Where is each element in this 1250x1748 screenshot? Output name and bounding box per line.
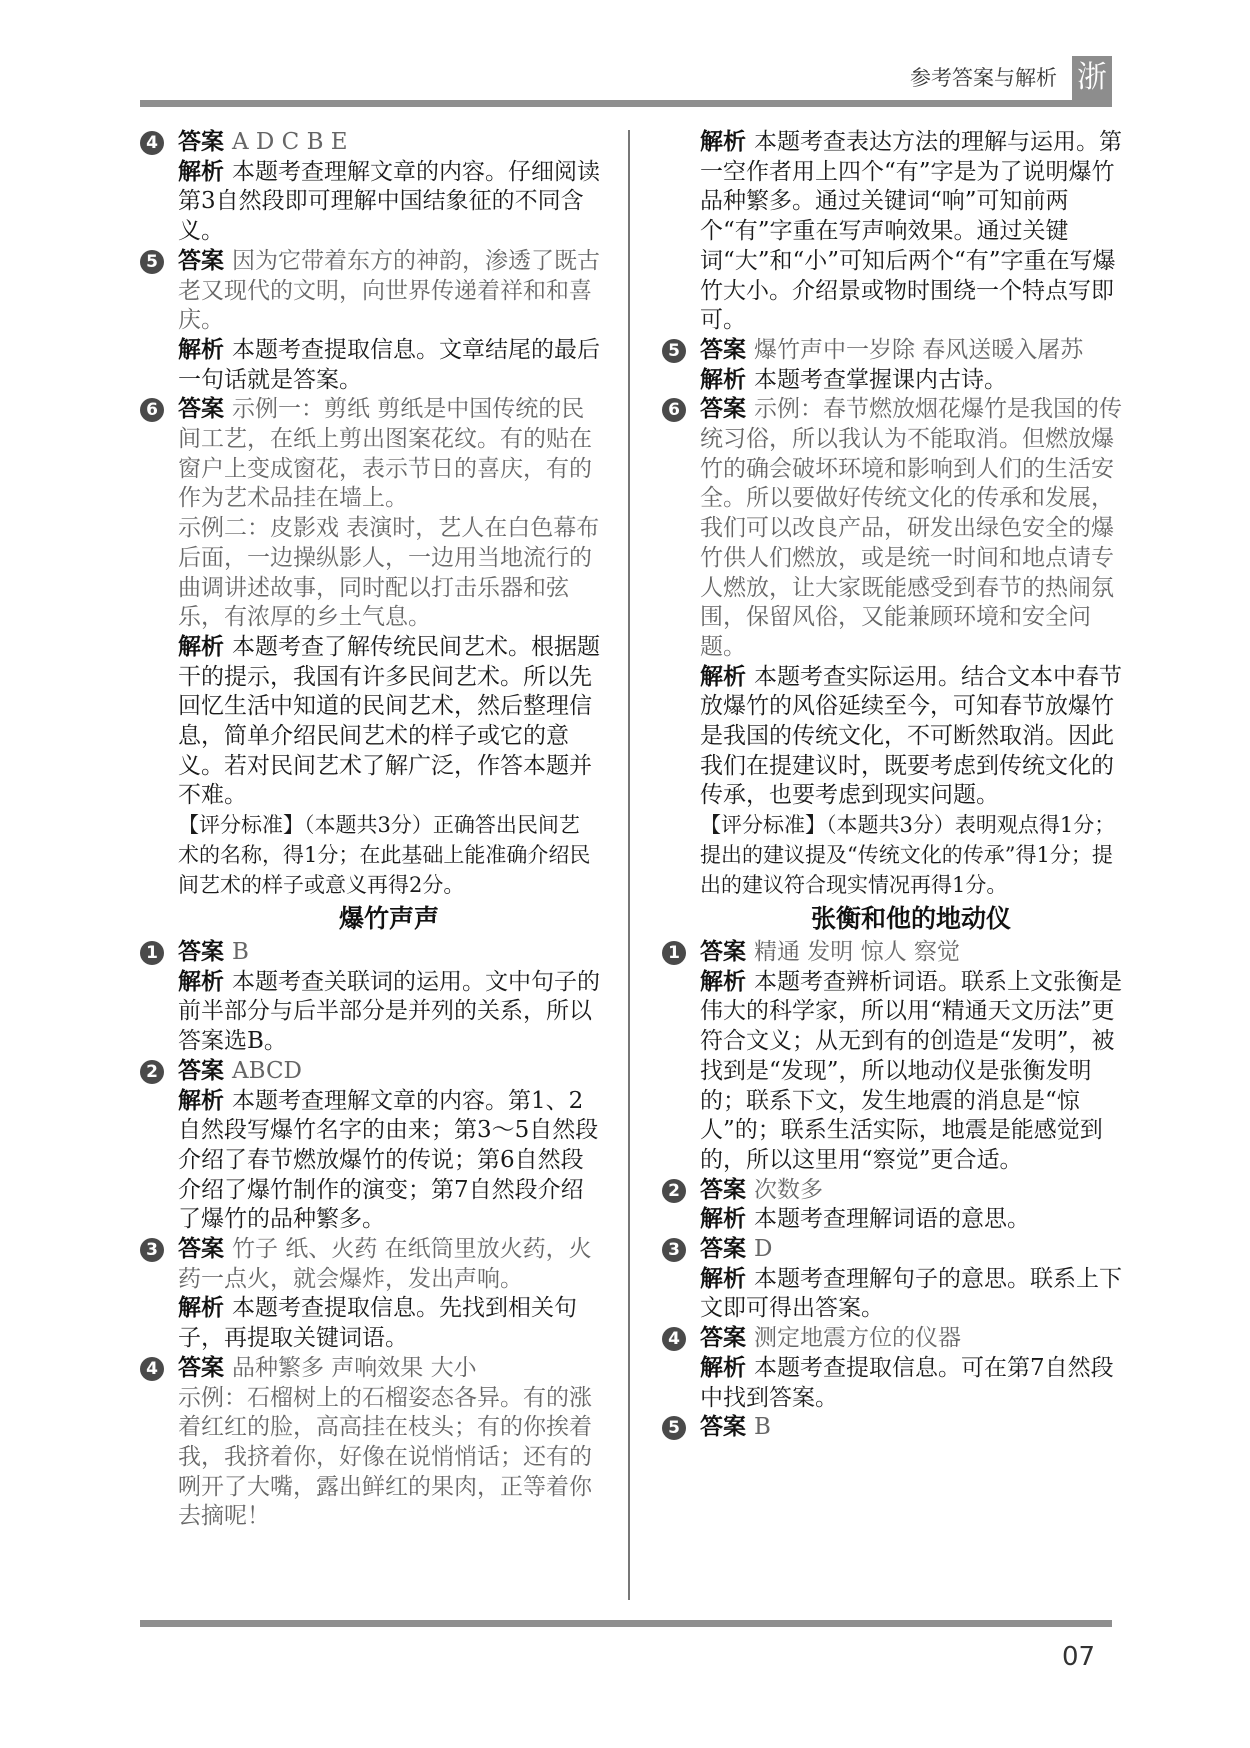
answer-label: 答案	[700, 396, 746, 423]
answer-label: 答案	[178, 396, 224, 423]
answer-item-continued	[662, 128, 1122, 336]
answer-item	[662, 1176, 1122, 1235]
explanation-text: 本题考查了解传统民间艺术。根据题干的提示，我国有许多民间艺术。所以先回忆生活中知道的民间艺术，然后整理信息，简单介绍民间艺术的样子或它的意义。若对民间艺术了解广泛，作答本题并不难。	[178, 633, 600, 809]
answer-item	[140, 395, 600, 900]
explanation-text: 本题考查掌握课内古诗。	[754, 366, 1007, 393]
explanation-text: 本题考查实际运用。结合文本中春节放爆竹的风俗延续至今，可知春节放爆竹是我国的传统文化，不可断然取消。因此我们在提建议时，既要考虑到传统文化的传承，也要考虑到现实问题。	[700, 663, 1122, 809]
question-number: 4	[140, 1357, 164, 1381]
answer-item	[662, 1413, 1122, 1443]
answer-item	[662, 938, 1122, 1176]
left-column	[140, 128, 600, 1532]
question-number: 6	[140, 398, 164, 422]
answer-label: 答案	[700, 1176, 746, 1203]
header-title: 参考答案与解析	[910, 66, 1057, 90]
answer-label: 答案	[700, 1236, 746, 1263]
explanation-text: 本题考查关联词的运用。文中句子的前半部分与后半部分是并列的关系，所以答案选B。	[178, 968, 600, 1055]
answer-label: 答案	[178, 938, 224, 965]
explanation-text: 本题考查表达方法的理解与运用。第一空作者用上四个“有”字是为了说明爆竹品种繁多。通过关键词“响”可知前两个“有”字重在写声响效果。通过关键词“大”和“小”可知后两个“有”字重在写爆竹大小。介绍景或物时围绕一个特点写即可。	[700, 129, 1122, 334]
question-number: 3	[140, 1238, 164, 1262]
question-number: 3	[662, 1238, 686, 1262]
answer-label: 答案	[700, 1325, 746, 1352]
page-number: 07	[1062, 1642, 1096, 1672]
answer-label: 答案	[700, 938, 746, 965]
answer-item	[662, 336, 1122, 395]
answer-item	[662, 395, 1122, 900]
answer-item	[140, 1235, 600, 1354]
section-title: 张衡和他的地动仪	[810, 904, 1011, 934]
question-number: 1	[140, 941, 164, 965]
column-divider	[628, 130, 630, 1600]
question-number: 5	[662, 1416, 686, 1440]
explanation-text: 本题考查理解句子的意思。联系上下文即可得出答案。	[700, 1265, 1122, 1322]
explanation-text: 本题考查理解文章的内容。第1、2自然段写爆竹名字的由来；第3～5自然段介绍了春节燃放爆竹的传说；第6自然段介绍了爆竹制作的演变；第7自然段介绍了爆竹的品种繁多。	[178, 1087, 599, 1233]
scoring-standard: 【评分标准】（本题共3分）表明观点得1分；提出的建议提及“传统文化的传承”得1分；提出的建议符合现实情况再得1分。	[700, 813, 1116, 897]
explanation-label: 解析	[178, 158, 224, 185]
right-column	[662, 128, 1122, 1443]
scoring-standard: 【评分标准】（本题共3分）正确答出民间艺术的名称，得1分；在此基础上能准确介绍民间艺术的样子或意义再得2分。	[178, 813, 591, 897]
explanation-label: 解析	[700, 1354, 746, 1381]
explanation-label: 解析	[700, 1265, 746, 1292]
explanation-text: 本题考查提取信息。先找到相关句子，再提取关键词语。	[178, 1295, 577, 1352]
explanation-label: 解析	[178, 336, 224, 363]
explanation-label: 解析	[700, 129, 746, 155]
answer-item	[140, 128, 600, 247]
answer-text: 测定地震方位的仪器	[754, 1325, 961, 1352]
answer-text: 竹子 纸、火药 在纸筒里放火药，火药一点火，就会爆炸，发出声响。	[178, 1236, 592, 1292]
answer-label: 答案	[178, 1354, 224, 1381]
explanation-label: 解析	[178, 968, 224, 995]
question-number: 6	[662, 398, 686, 422]
answer-text: 爆竹声中一岁除 春风送暖入屠苏	[754, 336, 1084, 363]
answer-text: 品种繁多 声响效果 大小	[232, 1354, 477, 1381]
explanation-text: 本题考查辨析词语。联系上文张衡是伟大的科学家，所以用“精通天文历法”更符合文义；从无到有的创造是“发明”，被找到是“发现”，所以地动仪是张衡发明的；联系下文，发生地震的消息是“惊人”的；联系生活实际，地震是能感觉到的，所以这里用“察觉”更合适。	[700, 968, 1122, 1173]
answer-text: 精通 发明 惊人 察觉	[754, 938, 960, 965]
question-number: 5	[662, 339, 686, 363]
explanation-label: 解析	[700, 1206, 746, 1233]
header-divider	[140, 100, 1112, 107]
answer-label: 答案	[178, 129, 224, 155]
explanation-text: 本题考查提取信息。文章结尾的最后一句话就是答案。	[178, 336, 600, 393]
answer-text: B	[232, 938, 249, 965]
answer-text: 次数多	[754, 1176, 823, 1203]
answer-item	[662, 1324, 1122, 1413]
footer-divider	[140, 1620, 1112, 1627]
question-number: 5	[140, 250, 164, 274]
explanation-text: 本题考查理解词语的意思。	[754, 1206, 1030, 1233]
answer-item	[662, 1235, 1122, 1324]
answer-label: 答案	[178, 1236, 224, 1263]
explanation-label: 解析	[178, 1295, 224, 1322]
question-number: 1	[662, 941, 686, 965]
question-number: 4	[662, 1327, 686, 1351]
answer-text: A D C B E	[232, 129, 348, 155]
answer-item	[140, 1057, 600, 1235]
answer-item	[140, 938, 600, 1057]
answer-label: 答案	[178, 247, 224, 274]
answer-text: ABCD	[232, 1057, 302, 1084]
answer-example-text: 示例二：皮影戏 表演时，艺人在白色幕布后面，一边操纵影人，一边用当地流行的曲调讲述故事，同时配以打击乐器和弦乐，有浓厚的乡土气息。	[178, 515, 600, 631]
answer-example-text: 示例：石榴树上的石榴姿态各异。有的涨着红红的脸，高高挂在枝头；有的你挨着我，我挤着你，好像在说悄悄话；还有的咧开了大嘴，露出鲜红的果肉，正等着你去摘呢！	[178, 1384, 592, 1530]
explanation-label: 解析	[178, 633, 224, 660]
explanation-label: 解析	[700, 968, 746, 995]
section-title: 爆竹声声	[338, 904, 439, 934]
answer-item	[140, 247, 600, 396]
answer-item	[140, 1354, 600, 1532]
explanation-label: 解析	[700, 663, 746, 690]
answer-text: D	[754, 1236, 773, 1263]
question-number: 4	[140, 131, 164, 155]
explanation-text: 本题考查理解文章的内容。仔细阅读第3自然段即可理解中国结象征的不同含义。	[178, 158, 600, 245]
question-number: 2	[140, 1060, 164, 1084]
region-badge: 浙	[1072, 56, 1112, 100]
explanation-text: 本题考查提取信息。可在第7自然段中找到答案。	[700, 1354, 1114, 1411]
answer-text: 示例一：剪纸 剪纸是中国传统的民间工艺，在纸上剪出图案花纹。有的贴在窗户上变成窗花，表示节日的喜庆，有的作为艺术品挂在墙上。	[178, 396, 592, 512]
explanation-label: 解析	[700, 366, 746, 393]
question-number: 2	[662, 1179, 686, 1203]
answer-text: 因为它带着东方的神韵，渗透了既古老又现代的文明，向世界传递着祥和和喜庆。	[178, 247, 600, 334]
explanation-label: 解析	[178, 1087, 224, 1114]
answer-label: 答案	[700, 1414, 746, 1441]
answer-text: B	[754, 1414, 771, 1441]
answer-text: 示例：春节燃放烟花爆竹是我国的传统习俗，所以我认为不能取消。但燃放爆竹的确会破坏环境和影响到人们的生活安全。所以要做好传统文化的传承和发展，我们可以改良产品，研发出绿色安全的爆竹供人们燃放，或是统一时间和地点请专人燃放，让大家既能感受到春节的热闹氛围，保留风俗，又能兼顾环境和安全问题。	[700, 396, 1122, 660]
answer-label: 答案	[178, 1057, 224, 1084]
answer-label: 答案	[700, 336, 746, 363]
